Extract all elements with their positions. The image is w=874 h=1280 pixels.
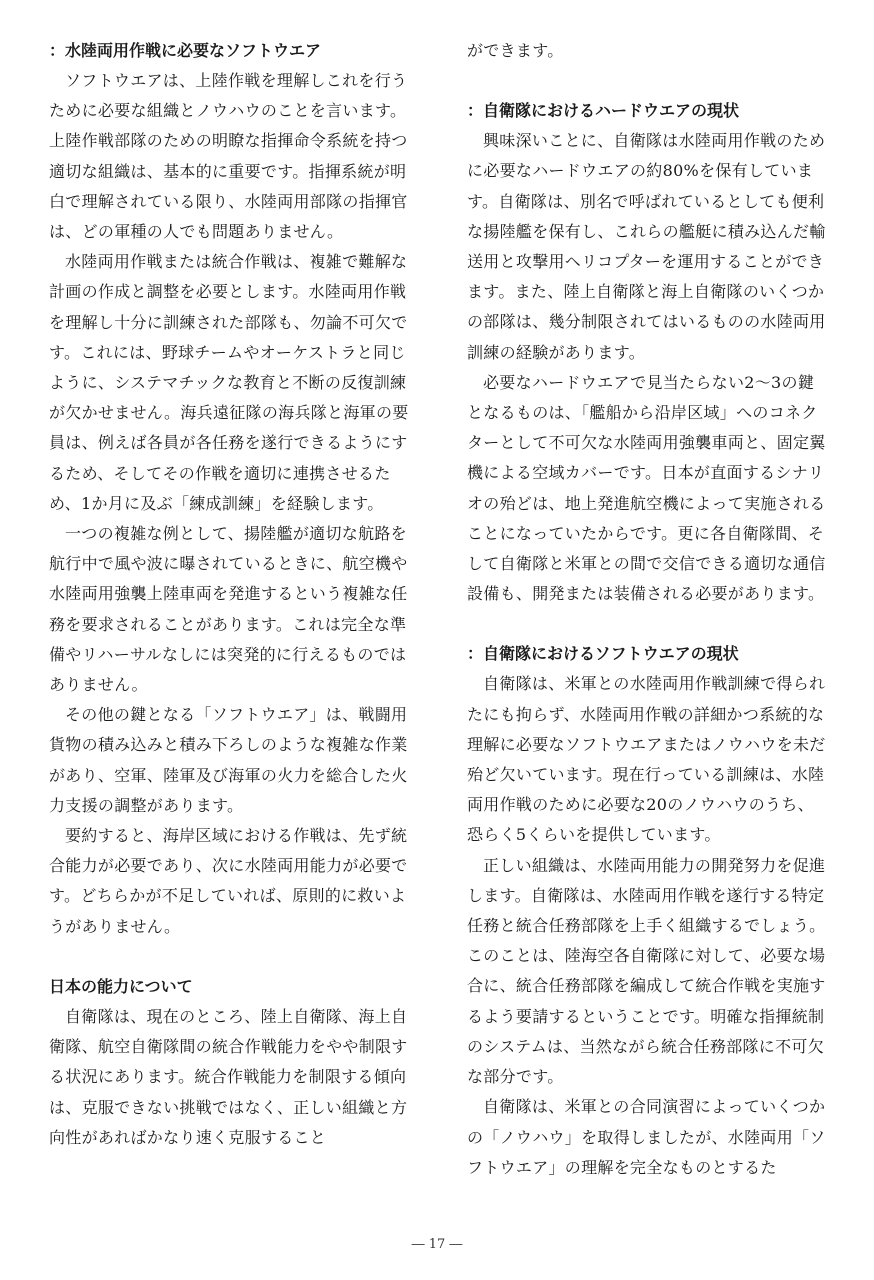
- paragraph: 自衛隊は、米軍との合同演習によっていくつかの「ノウハウ」を取得しましたが、水陸両用「ソフトウエア」の理解を完全なものとするた: [467, 1097, 826, 1177]
- paragraph: 興味深いことに、自衛隊は水陸両用作戦のために必要なハードウエアの約80%を保有しています。自衛隊は、別名で呼ばれているとしても便利な揚陸艦を保有し、これらの艦艇に積み込んだ輸送用と攻撃用ヘリコプターを運用することができます。また、陸上自衛隊と海上自衛隊のいくつかの部隊は、幾分制限されてはいるものの水陸両用訓練の経験があります。: [467, 131, 826, 362]
- paragraph: 水陸両用作戦または統合作戦は、複雑で難解な計画の作成と調整を必要とします。水陸両用作戦を理解し十分に訓練された部隊も、勿論不可欠です。これには、野球チームやオーケストラと同じように、システマチックな教育と不断の反復訓練が欠かせません。海兵遠征隊の海兵隊と海軍の要員は、例えば各員が各任務を遂行できるようにするため、そしてその作戦を適切に連携させるため、1か月に及ぶ「練成訓練」を経験します。: [49, 252, 409, 513]
- section-heading-sdf-hardware: ：自衛隊におけるハードウエアの現状: [467, 101, 740, 121]
- page-number: ― 17 ―: [411, 1237, 463, 1252]
- section-gap: [49, 942, 411, 972]
- paragraph: 自衛隊は、現在のところ、陸上自衛隊、海上自衛隊、航空自衛隊間の統合作戦能力をやや制限する状況にあります。統合作戦能力を制限する傾向は、克服できない挑戦ではなく、正しい組織と方向性があればかなり速く克服すること: [49, 1006, 408, 1147]
- right-column: [467, 36, 829, 1183]
- section-heading-amphibious-software: ：水陸両用作戦に必要なソフトウエア: [49, 41, 322, 60]
- paragraph: 要約すると、海岸区域における作戦は、先ず統合能力が必要であり、次に水陸両用能力が必要です。どちらかが不足していれば、原則的に救いようがありません。: [49, 826, 408, 936]
- section-gap: [467, 609, 829, 639]
- paragraph: その他の鍵となる「ソフトウエア」は、戦闘用貨物の積み込みと積み下ろしのような複雑な作業があり、空軍、陸軍及び海軍の火力を総合した火力支援の調整があります。: [49, 705, 408, 815]
- section-heading-japan-capability: 日本の能力について: [49, 976, 193, 996]
- paragraph: ソフトウエアは、上陸作戦を理解しこれを行うために必要な組織とノウハウのことを言います。上陸作戦部隊のための明瞭な指揮命令系統を持つ適切な組織は、基本的に重要です。指揮系統が明白で理解されている限り、水陸両用部隊の指揮官は、どの軍種の人でも問題ありません。: [49, 71, 408, 242]
- paragraph: 必要なハードウエアで見当たらない2～3の鍵となるものは、「艦船から沿岸区域」へのコネクターとして不可欠な水陸両用強襲車両と、固定翼機による空域カバーです。日本が直面するシナリオの殆どは、地上発進航空機によって実施されることになっていたからです。更に各自衛隊間、そして自衛隊と米軍との間で交信できる適切な通信設備も、開発または装備される必要があります。: [467, 372, 826, 604]
- paragraph: 自衛隊は、米軍との水陸両用作戦訓練で得られたにも拘らず、水陸両用作戦の詳細かつ系統的な理解に必要なソフトウエアまたはノウハウを未だ殆ど欠いています。現在行っている訓練は、水陸両用作戦のために必要な20のノウハウのうち、恐らく5くらいを提供しています。: [467, 674, 826, 845]
- paragraph: 正しい組織は、水陸両用能力の開発努力を促進します。自衛隊は、水陸両用作戦を遂行する特定任務と統合任務部隊を上手く組織するでしょう。このことは、陸海空各自衛隊に対して、必要な場合に、統合任務部隊を編成して統合作戦を実施するよう要請するということです。明確な指揮統制のシステムは、当然ながら統合任務部隊に不可欠な部分です。: [467, 855, 826, 1087]
- section-heading-sdf-software: ：自衛隊におけるソフトウエアの現状: [467, 644, 739, 664]
- section-gap: [467, 66, 829, 96]
- left-column: [49, 36, 411, 1153]
- paragraph-continuation: ができます。: [467, 41, 564, 60]
- paragraph: 一つの複雑な例として、揚陸艦が適切な航路を航行中で風や波に曝されているときに、航空機や水陸両用強襲上陸車両を発進するという複雑な任務を要求されることがあります。これは完全な準備やリハーサルなしには突発的に行えるものではありません。: [49, 524, 408, 695]
